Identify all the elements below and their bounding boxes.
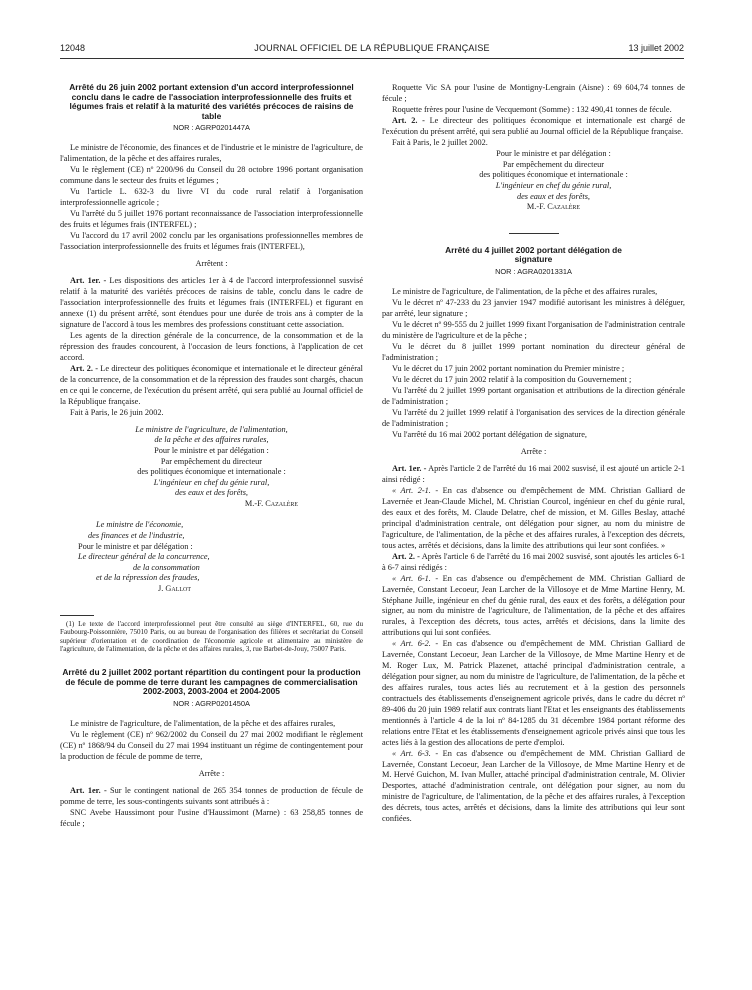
article-1 [60, 786, 363, 808]
article-text: En cas d'absence ou d'empêchement de MM. Christian Galliard de Lavernée, Constant Lecoeur, Jean Larcher de la Villosoye, de Mme Martine Henry et de M. Roger Lux, M. Patrick Plazenet, attaché principal d'administration centrale, a délégation pour signer, au nom du ministre de l'agriculture, de l'alimentation, de la pêche et des affaires rurales, tous actes liés au recrutement et à la gestion des personnels contractuels des établissements d'enseignement agricole privés, dans le cadre du décret nº 89-406 du 20 juin 1989 relatif aux contrats liant l'Etat et les enseignants des établissements mentionnés à l'article 4 de la loi nº 84-1285 du 31 décembre 1984 portant réforme des relations entre l'Etat et les établissements d'enseignement agricole privés ainsi que tous les actes liés à la gestion des allocations de perte d'emploi. [382, 639, 686, 747]
article-6-1 [382, 574, 685, 639]
signatory-name: M.-F. Cazalère [244, 498, 299, 508]
signature-line: des eaux et des forêts, [174, 488, 249, 498]
article-text: Le directeur des politiques économique et internationale et le directeur général de la concurrence, de la consommation et de la répression des fraudes sont chargés, chacun en ce qui le concerne, de l'exécution du présent arrêté, qui sera publié au Journal officiel de la République française. [60, 363, 363, 406]
signature-line: Pour le ministre et par délégation : [154, 445, 269, 455]
place-date: Fait à Paris, le 2 juillet 2002. [392, 138, 488, 148]
signature-line: de la consommation [133, 562, 200, 572]
signature-line: Pour le ministre et par délégation : [78, 541, 193, 551]
paragraph: Vu le décret du 17 juin 2002 relatif à la composition du Gouvernement ; [392, 375, 632, 385]
paragraph: Vu le décret du 17 juin 2002 portant nomination du Premier ministre ; [392, 363, 625, 373]
paragraph: Vu l'arrêté du 2 juillet 1999 portant organisation et attributions de la direction générale de l'administration ; [382, 386, 685, 407]
article-2-1 [382, 486, 685, 551]
signatory-name: J. Gallot [158, 584, 192, 594]
paragraph: Vu le règlement (CE) nº 2200/96 du Conseil du 28 octobre 1996 portant organisation commune dans le secteur des fruits et légumes ; [60, 165, 363, 186]
article-label: « Art. 6-2. - [392, 639, 439, 649]
article-label: Art. 1er. - [392, 464, 427, 474]
paragraph: Vu l'article L. 632-3 du livre VI du code rural relatif à l'organisation interprofessionnelle agricole ; [60, 187, 363, 208]
signature-line: Le ministre de l'économie, [96, 520, 184, 530]
signature-block-3 [382, 149, 685, 213]
signature-line: de la pêche et des affaires rurales, [154, 435, 269, 445]
footnote-rule [60, 615, 94, 616]
paragraph: Roquette frères pour l'usine de Vecquemont (Somme) : 132 490,41 tonnes de fécule. [392, 105, 672, 114]
right-column [382, 83, 685, 825]
paragraph: Les agents de la direction générale de la concurrence, de la consommation et de la répression des fraudes concourent, à l'occasion de leurs fonctions, à l'application de cet accord. [60, 330, 363, 362]
article-label: Art. 2. - [392, 551, 420, 561]
signature-line: Pour le ministre et par délégation : [496, 149, 611, 159]
decree-title-3: Arrêté du 4 juillet 2002 portant délégation de signature [445, 244, 622, 265]
article-text: En cas d'absence ou d'empêchement de MM. Christian Galliard de Lavernée, Constant Lecoeur, Jean Larcher de la Villosoye et de Mme Martine Henry, M. Stéphane Juille, ingénieur en chef du génie rural, des eaux et des forêts, a délégation pour signer, au nom du ministre de l'agriculture, de l'alimentation, de la pêche et des affaires rurales, à l'exception des décrets, tous actes, arrêtés et décisions, dans la limite des attributions qui lui sont confiées. [382, 573, 686, 638]
article-1 [382, 464, 685, 486]
nor-reference-2: NOR : AGRP0201450A [173, 698, 250, 708]
signature-block-1 [60, 425, 363, 510]
paragraph: Vu l'arrêté du 2 juillet 1999 relatif à l'organisation des services de la direction générale de l'administration ; [382, 408, 685, 429]
paragraph: SNC Avebe Haussimont pour l'usine d'Haussimont (Marne) : 63 258,85 tonnes de fécule ; [60, 807, 363, 828]
paragraph: Vu le règlement (CE) nº 962/2002 du Conseil du 27 mai 2002 modifiant le règlement (CE) nº 1868/94 du Conseil du 27 mai 1994 instituant un régime de contingentement pour la production de fécule de pomme de terre, [60, 729, 363, 761]
signature-line: Par empêchement du directeur [502, 159, 605, 169]
article-text: En cas d'absence ou d'empêchement de MM. Christian Galliard de Lavernée, Constant Lecoeur, Jean Larcher de la Villosoye, de Mme Martine Henry et de M. Hervé Guichon, M. Ivan Muller, attaché principal d'administration centrale, M. Olivier Desportes, attaché d'administration centrale, ont délégation pour signer, au nom du ministre de l'agriculture, de l'alimentation, de la pêche et des affaires rurales, à l'exception des décrets, tous actes, arrêtés et décisions, dans la limite des attributions qui leur sont confiées. [382, 748, 686, 824]
paragraph: Vu l'arrêté du 5 juillet 1976 portant reconnaissance de l'association interprofessionnelle des fruits et légumes frais (INTERFEL) ; [60, 209, 363, 230]
article-text: Après l'article 6 de l'arrêté du 16 mai 2002 susvisé, sont ajoutés les articles 6-1 à 6-7 ainsi rédigés : [382, 551, 685, 572]
nor-reference-1: NOR : AGRP0201447A [173, 123, 250, 133]
signature-line: Le ministre de l'agriculture, de l'alimentation, [135, 424, 288, 434]
article-label: Art. 1er. - [70, 276, 107, 286]
article-2 [60, 364, 363, 408]
journal-title: JOURNAL OFFICIEL DE LA RÉPUBLIQUE FRANÇAISE [254, 43, 490, 53]
arrete-heading: Arrête : [520, 447, 547, 457]
article-text: Après l'article 2 de l'arrêté du 16 mai 2002 susvisé, il est ajouté un article 2-1 ainsi rédigé : [382, 464, 686, 485]
arrete-heading: Arrête : [198, 768, 225, 778]
signatory-name: M.-F. Cazalère [526, 202, 581, 212]
article-text: Le directeur des politiques économique et internationale est chargé de l'exécution du présent arrêté, qui sera publié au Journal officiel de la République française. [382, 116, 685, 136]
paragraph: Vu l'arrêté du 16 mai 2002 portant délégation de signature, [392, 430, 587, 440]
paragraph: Vu le décret nº 99-555 du 2 juillet 1999 fixant l'organisation de l'administration centrale du ministère de l'agriculture et de la pêche ; [382, 319, 685, 340]
place-date: Fait à Paris, le 26 juin 2002. [70, 407, 164, 417]
article-label: Art. 2. - [392, 116, 425, 126]
article-text: En cas d'absence ou d'empêchement de MM. Christian Galliard de Lavernée et Jean-Claude Michel, M. Christian Courcol, ingénieur en chef du génie rural, des eaux et des forêts, M. Claude Delatre, chef de mission, et M. Gilles Beslay, attaché principal d'administration centrale, ont délégation pour signer, au nom du ministre de l'agriculture, de l'alimentation, de la pêche et des affaires rurales, à l'exception des décrets, tous actes, arrêtés et décisions, dans la limite des attributions qui leur sont confiées. » [382, 486, 686, 550]
section-divider [509, 233, 559, 234]
left-column [60, 83, 363, 830]
article-2 [382, 116, 685, 138]
article-label: « Art. 2-1. - [392, 486, 439, 496]
paragraph: Vu le décret du 8 juillet 1999 portant nomination du directeur général de l'administration ; [382, 341, 685, 362]
decree-title-1: Arrêté du 26 juin 2002 portant extension d'un accord interprofessionnel conclu dans le cadre de l'association interprofessionnelle des fruits et légumes frais et relatif à la maturité des variétés précoces de raisins de table [69, 82, 354, 121]
arretent-heading: Arrêtent : [195, 259, 228, 269]
signature-block-2 [60, 520, 363, 594]
signature-line: des eaux et des forêts, [516, 191, 591, 201]
paragraph: Roquette Vic SA pour l'usine de Montigny-Lengrain (Aisne) : 69 604,74 tonnes de fécule ; [382, 83, 685, 103]
decree-title-2: Arrêté du 2 juillet 2002 portant répartition du contingent pour la production de fécule de pomme de terre durant les campagnes de commercialisation 2002-2003, 2003-2004 et 2004-2005 [62, 667, 361, 697]
signature-line: L'ingénieur en chef du génie rural, [153, 477, 270, 487]
nor-reference-3: NOR : AGRA0201331A [495, 266, 572, 276]
signature-line: et de la répression des fraudes, [96, 573, 200, 583]
article-1 [60, 276, 363, 331]
issue-date: 13 juillet 2002 [628, 43, 684, 53]
article-label: Art. 1er. - [70, 785, 107, 795]
signature-line: des finances et de l'industrie, [88, 531, 185, 541]
paragraph: Vu le décret nº 47-233 du 23 janvier 1947 modifié autorisant les ministres à déléguer, par arrêté, leur signature ; [382, 297, 685, 318]
article-text: Sur le contingent national de 265 354 tonnes de production de fécule de pomme de terre, les sous-contingents suivants sont attribués à : [60, 785, 364, 806]
paragraph: Le ministre de l'agriculture, de l'alimentation, de la pêche et des affaires rurales, [70, 718, 336, 728]
article-label: « Art. 6-1. - [392, 573, 439, 583]
paragraph: Le ministre de l'agriculture, de l'alimentation, de la pêche et des affaires rurales, [392, 286, 658, 296]
article-text: Les dispositions des articles 1er à 4 de l'accord interprofessionnel susvisé relatif à la maturité des variétés précoces de raisins de table, conclu dans le cadre de l'association interprofessionnelle des fruits et légumes frais (INTERFEL) et figurant en annexe (1) du présent arrêté, sont étendues pour une durée de trois ans à compter de la signature de l'accord à tous les membres des professions constituant cette association. [60, 276, 363, 329]
signature-line: Par empêchement du directeur [160, 456, 263, 466]
article-label: Art. 2. - [70, 363, 99, 373]
header-rule [60, 58, 684, 59]
footnote: (1) Le texte de l'accord interprofessionnel peut être consulté au siège d'INTERFEL, 60, rue du Faubourg-Poissonnière, 75010 Paris, ou au bureau de l'organisation des filières et secrétariat du Conseil supérieur d'orientation et de coordination de l'économie agricole et alimentaire au ministère de l'agriculture, de l'alimentation, de la pêche et des affaires rurales, 3, rue Barbet-de-Jouy, 75007 Paris. [60, 619, 363, 654]
article-label: « Art. 6-3. - [392, 748, 439, 758]
signature-line: Le directeur général de la concurrence, [78, 552, 210, 562]
page-header [60, 40, 684, 56]
page-number: 12048 [60, 43, 86, 53]
article-6-3 [382, 749, 685, 825]
article-2 [382, 552, 685, 574]
paragraph: Vu l'accord du 17 avril 2002 conclu par les organisations professionnelles membres de l'association interprofessionnelle des fruits et légumes frais (INTERFEL), [60, 231, 363, 252]
signature-line: L'ingénieur en chef du génie rural, [495, 180, 612, 190]
signature-line: des politiques économique et internationale : [137, 467, 286, 477]
signature-line: des politiques économique et internationale : [479, 170, 628, 180]
paragraph: Le ministre de l'économie, des finances et de l'industrie et le ministre de l'agriculture, de l'alimentation, de la pêche et des affaires rurales, [60, 143, 363, 164]
article-6-2 [382, 639, 685, 748]
